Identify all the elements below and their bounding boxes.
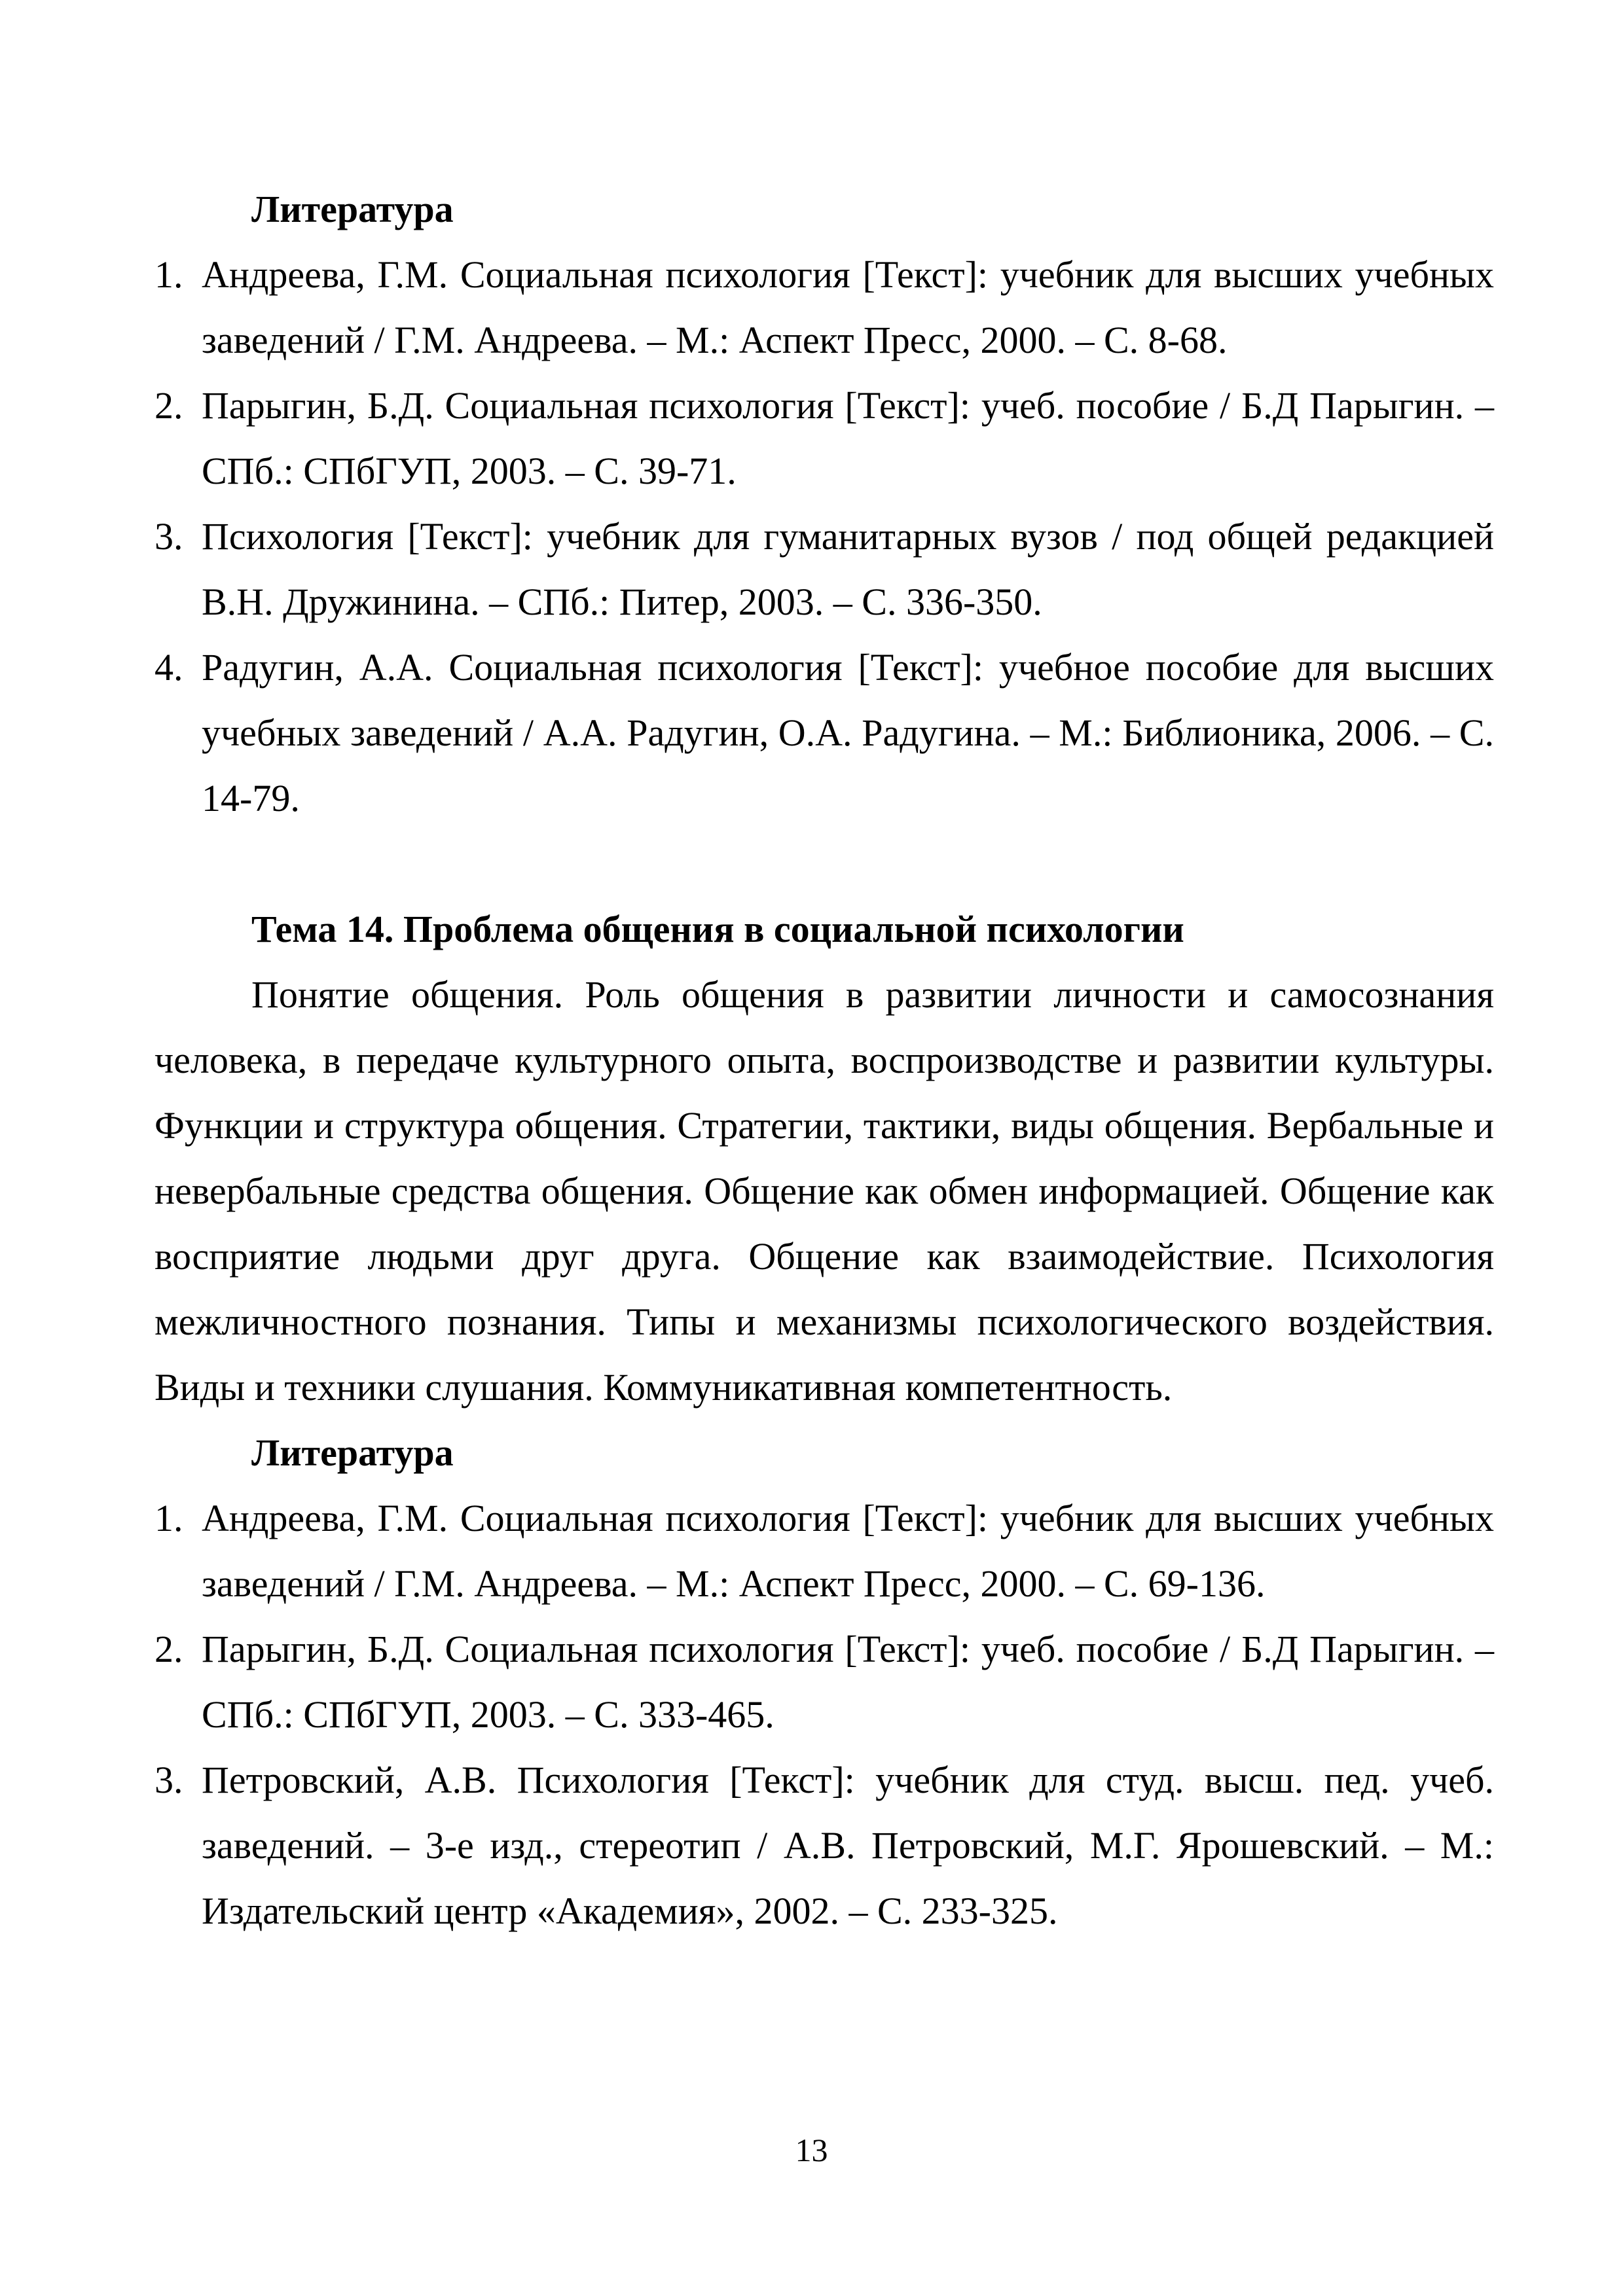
reference-number: 1. [155, 253, 183, 296]
reference-item [155, 1486, 1494, 1617]
reference-item [155, 635, 1494, 831]
reference-text: Психология [Текст]: учебник для гуманитарных вузов / под общей редакцией В.Н. Дружинина. – СПб.: Питер, 2003. – С. 336-350. [202, 515, 1494, 623]
reference-text: Парыгин, Б.Д. Социальная психология [Текст]: учеб. пособие / Б.Д Парыгин. – СПб.: СПбГУП, 2003. – С. 39-71. [202, 384, 1494, 492]
reference-number: 4. [155, 646, 183, 689]
page-number: 13 [795, 2132, 828, 2168]
topic-body: Понятие общения. Роль общения в развитии личности и самосознания человека, в передаче культурного опыта, воспроизводстве и развитии культуры. Функции и структура общения. Стратегии, тактики, виды общения. Вербальные и невербальные средства общения. Общение как обмен информацией. Общение как восприятие людьми друг друга. Общение как взаимодействие. Психология межличностного познания. Типы и механизмы психологического воздействия. Виды и техники слушания. Коммуникативная компетентность. [155, 973, 1494, 1408]
reference-item [155, 1748, 1494, 1944]
literature-heading-1: Литература [251, 188, 454, 230]
topic-title: Тема 14. Проблема общения в социальной психологии [251, 908, 1184, 950]
reference-item [155, 242, 1494, 373]
reference-text: Парыгин, Б.Д. Социальная психология [Текст]: учеб. пособие / Б.Д Парыгин. – СПб.: СПбГУП, 2003. – С. 333-465. [202, 1628, 1494, 1736]
reference-text: Радугин, А.А. Социальная психология [Текст]: учебное пособие для высших учебных заведений / А.А. Радугин, О.А. Радугина. – М.: Библионика, 2006. – С. 14-79. [202, 646, 1494, 819]
reference-item [155, 1617, 1494, 1748]
literature-heading-2: Литература [251, 1431, 454, 1474]
reference-item [155, 504, 1494, 635]
reference-text: Андреева, Г.М. Социальная психология [Текст]: учебник для высших учебных заведений / Г.М. Андреева. – М.: Аспект Пресс, 2000. – С. 8-68. [202, 253, 1494, 361]
section-spacer [155, 831, 1494, 897]
page-content [155, 177, 1494, 1944]
reference-number: 3. [155, 1759, 183, 1801]
reference-text: Петровский, А.В. Психология [Текст]: учебник для студ. высш. пед. учеб. заведений. – 3-е изд., стереотип / А.В. Петровский, М.Г. Ярошевский. – М.: Издательский центр «Академия», 2002. – С. 233-325. [202, 1759, 1494, 1932]
reference-number: 3. [155, 515, 183, 558]
reference-text: Андреева, Г.М. Социальная психология [Текст]: учебник для высших учебных заведений / Г.М. Андреева. – М.: Аспект Пресс, 2000. – С. 69-136. [202, 1497, 1494, 1605]
reference-number: 1. [155, 1497, 183, 1539]
reference-list-2 [155, 1486, 1494, 1944]
reference-list-1 [155, 242, 1494, 831]
reference-number: 2. [155, 1628, 183, 1670]
reference-number: 2. [155, 384, 183, 427]
reference-item [155, 373, 1494, 504]
